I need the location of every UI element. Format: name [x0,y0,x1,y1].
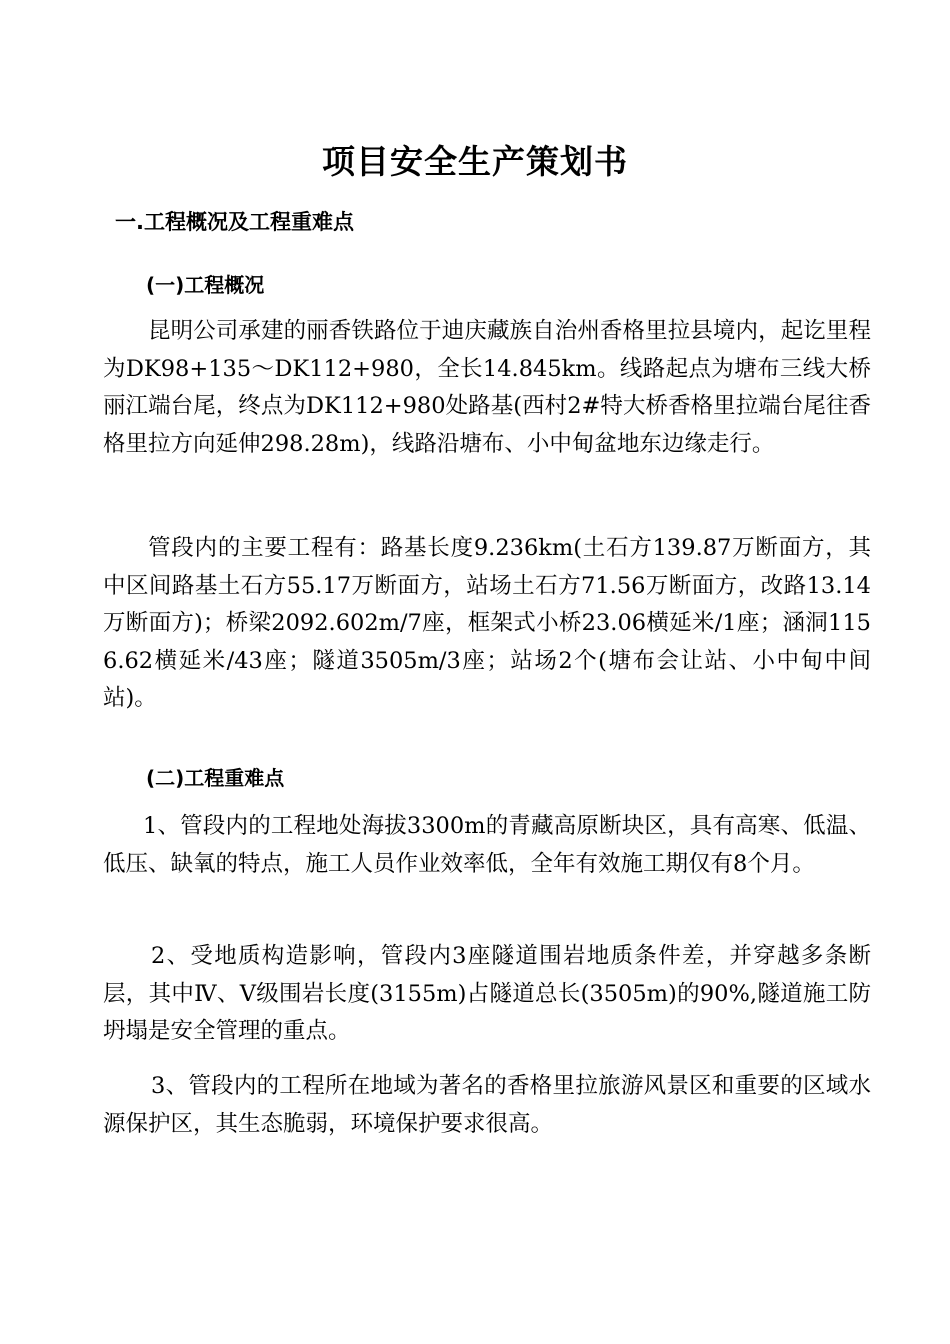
subsection-heading-difficulties: (二)工程重难点 [146,766,285,790]
difficulty-item-2: 2、受地质构造影响，管段内3座隧道围岩地质条件差，并穿越多条断层，其中Ⅳ、Ⅴ级围岩长度(3155m)占隧道总长(3505m)的90%,隧道施工防坍塌是安全管理的重点。 [103,943,871,1044]
difficulty-item-3: 3、管段内的工程所在地域为著名的香格里拉旅游风景区和重要的区域水源保护区，其生态脆弱，环境保护要求很高。 [103,1073,871,1137]
section-heading-overview: 一.工程概况及工程重难点 [115,210,354,234]
overview-paragraph-2: 管段内的主要工程有：路基长度9.236km(土石方139.87万断面方，其中区间路基土石方55.17万断面方，站场土石方71.56万断面方，改路13.14万断面方)；桥梁2092.602m/7座，框架式小桥23.06横延米/1座；涵洞1156.62横延米/43座；隧道3505m/3座；站场2个(塘布会让站、小中甸中间站)。 [103,535,871,711]
document-title: 项目安全生产策划书 [322,142,628,181]
overview-paragraph-1: 昆明公司承建的丽香铁路位于迪庆藏族自治州香格里拉县境内，起讫里程为DK98+135～DK112+980，全长14.845km。线路起点为塘布三线大桥丽江端台尾，终点为DK112+980处路基(西村2#特大桥香格里拉端台尾往香格里拉方向延伸298.28m)，线路沿塘布、小中甸盆地东边缘走行。 [103,318,871,457]
subsection-heading-overview: (一)工程概况 [146,273,265,297]
difficulty-item-1: 1、管段内的工程地处海拔3300m的青藏高原断块区，具有高寒、低温、低压、缺氧的特点，施工人员作业效率低，全年有效施工期仅有8个月。 [103,813,871,877]
